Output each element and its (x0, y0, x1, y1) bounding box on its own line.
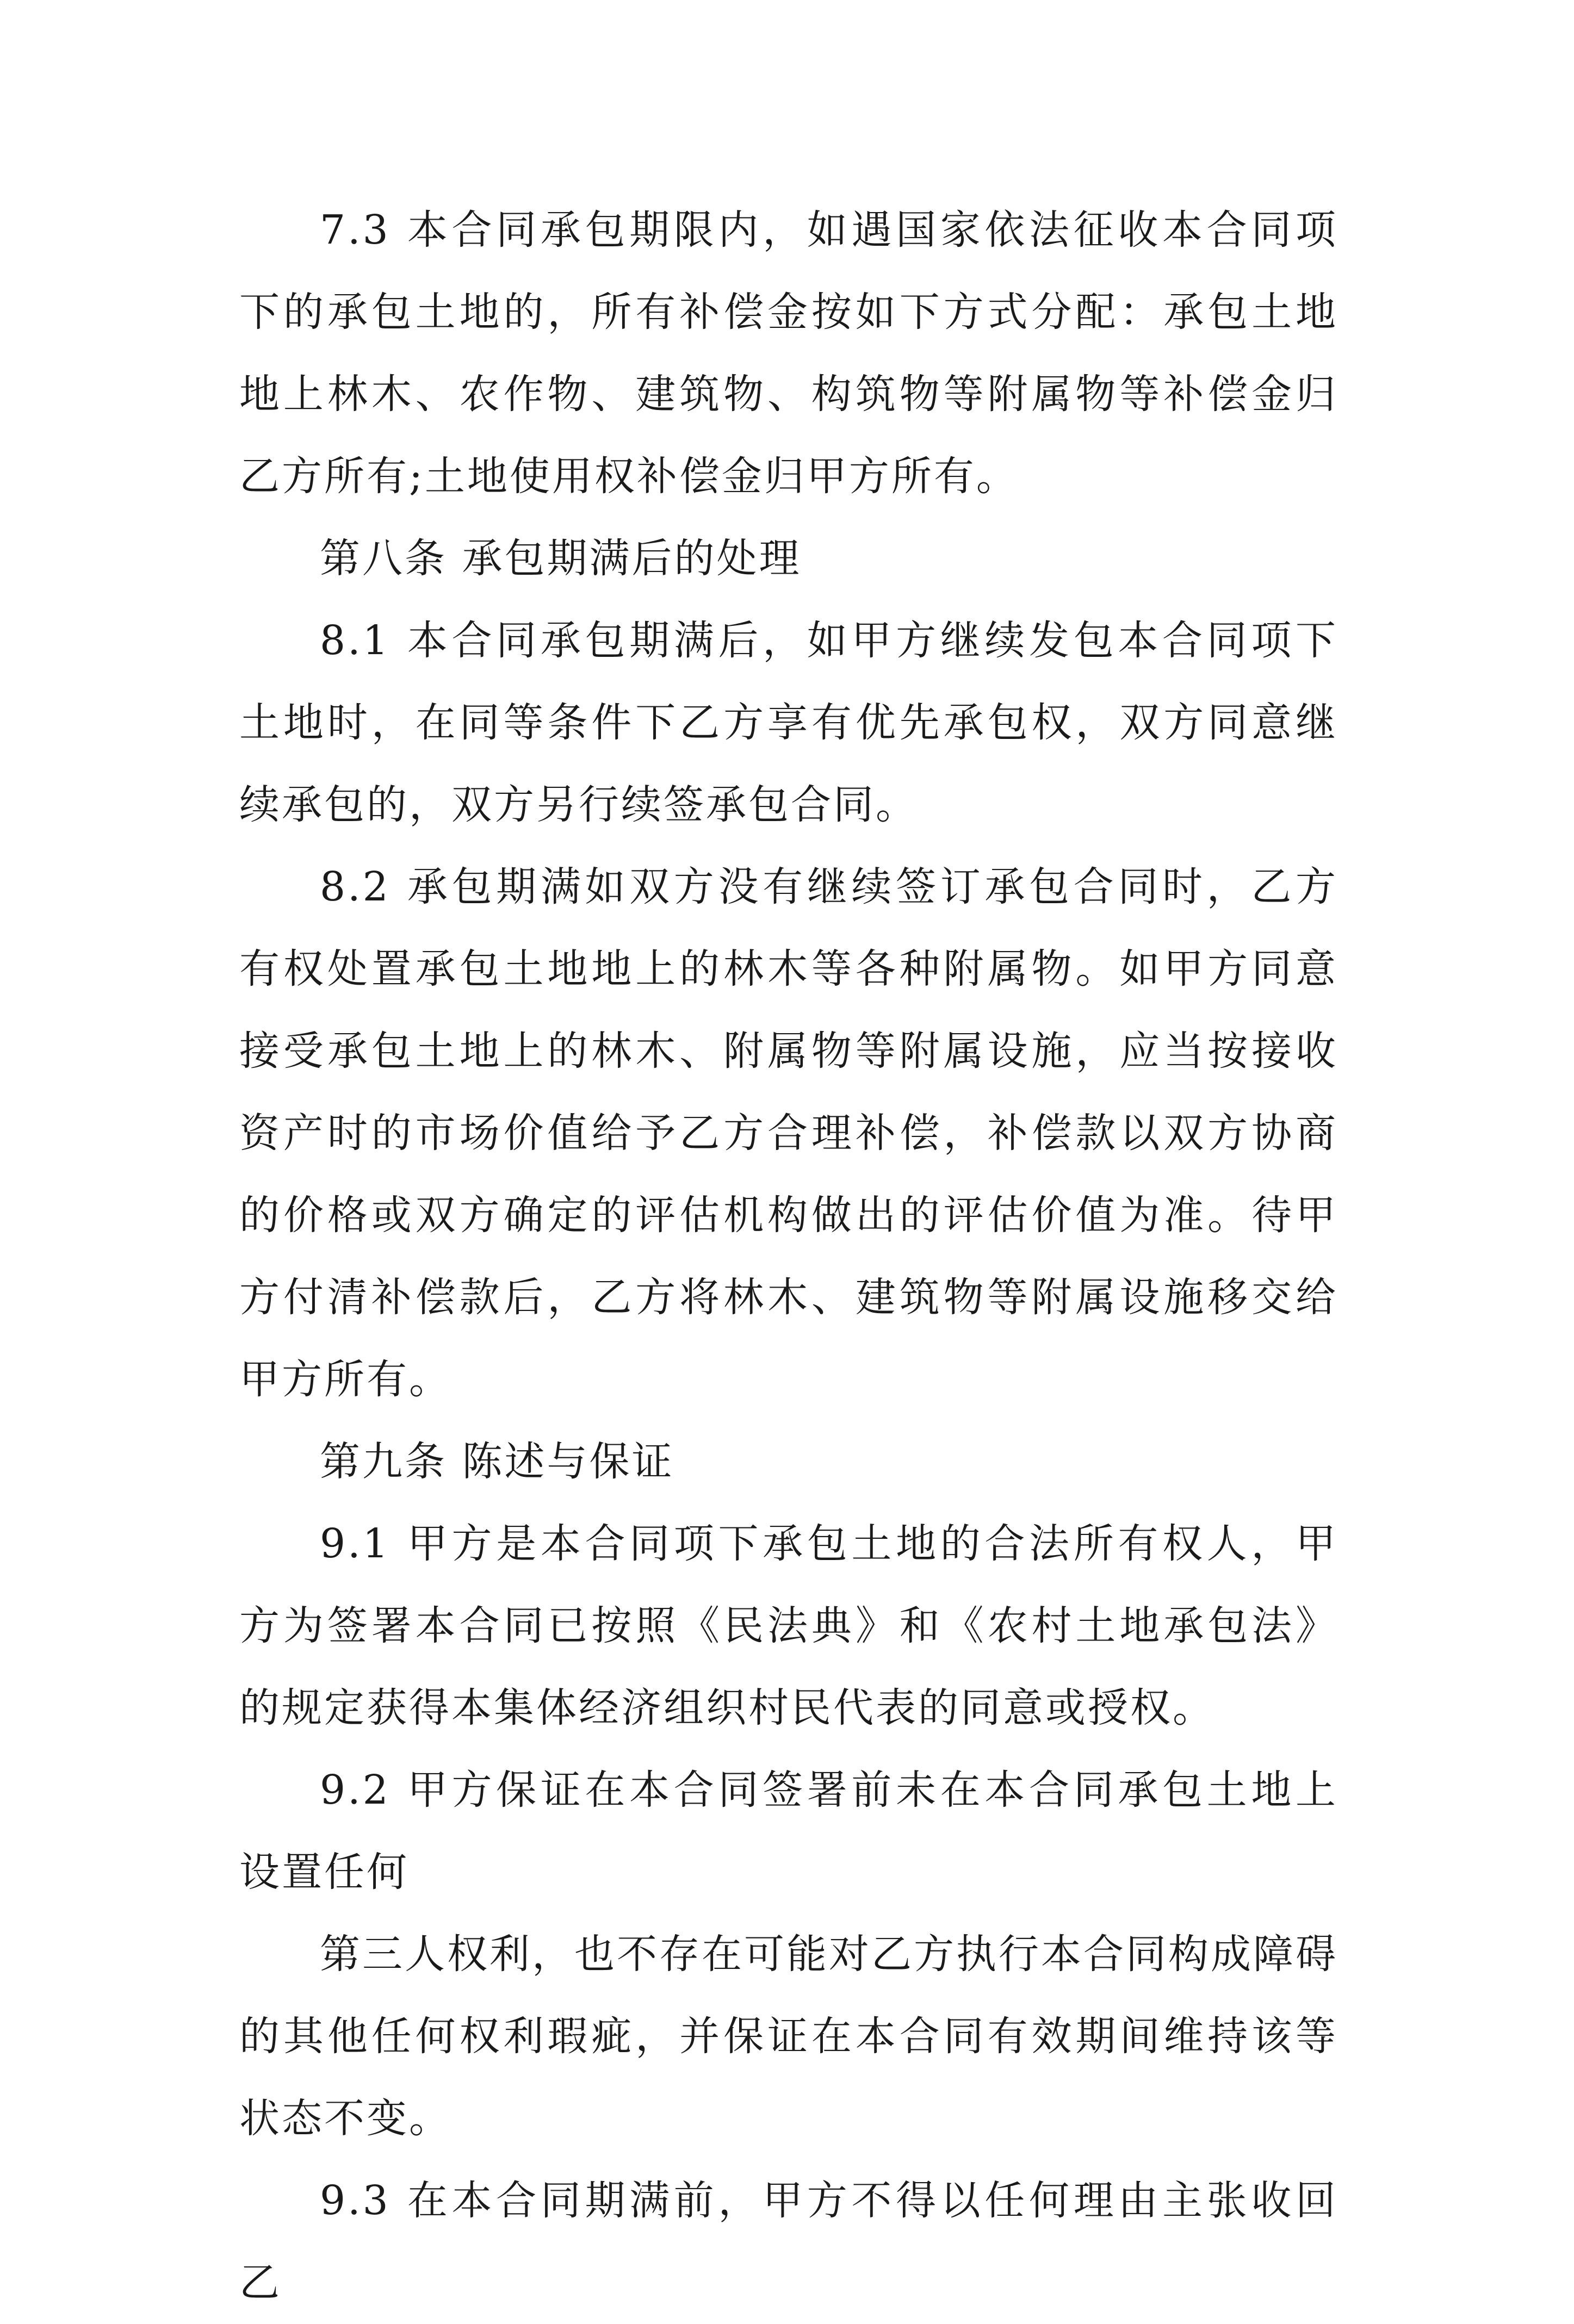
clause-9-3: 9.3 在本合同期满前，甲方不得以任何理由主张收回乙 (239, 2177, 1338, 2306)
clause-9-1: 9.1 甲方是本合同项下承包土地的合法所有权人，甲方为签署本合同已按照《民法典》和《农村土地承包法》的规定获得本集体经济组织村民代表的同意或授权。 (239, 1520, 1338, 1731)
clause-8-1: 8.1 本合同承包期满后，如甲方继续发包本合同项下土地时，在同等条件下乙方享有优先承包权，双方同意继续承包的，双方另行续签承包合同。 (239, 617, 1338, 828)
clause-7-3: 7.3 本合同承包期限内，如遇国家依法征收本合同项下的承包土地的，所有补偿金按如下方式分配：承包土地地上林木、农作物、建筑物、构筑物等附属物等补偿金归乙方所有;土地使用权补偿金归甲方所有。 (239, 207, 1338, 500)
document-body (239, 189, 1338, 2324)
clause-9-2: 9.2 甲方保证在本合同签署前未在本合同承包土地上设置任何 (239, 1767, 1338, 1896)
article-9-heading: 第九条 陈述与保证 (320, 1438, 674, 1485)
clause-8-2: 8.2 承包期满如双方没有继续签订承包合同时，乙方有权处置承包土地地上的林木等各种附属物。如甲方同意接受承包土地上的林木、附属物等附属设施，应当按接收资产时的市场价值给予乙方合理补偿，补偿款以双方协商的价格或双方确定的评估机构做出的评估价值为准。待甲方付清补偿款后，乙方将林木、建筑物等附属设施移交给甲方所有。 (239, 863, 1338, 1403)
article-8-heading: 第八条 承包期满后的处理 (320, 535, 802, 582)
clause-9-2-cont: 第三人权利，也不存在可能对乙方执行本合同构成障碍的其他任何权利瑕疵，并保证在本合同有效期间维持该等状态不变。 (239, 1931, 1338, 2142)
